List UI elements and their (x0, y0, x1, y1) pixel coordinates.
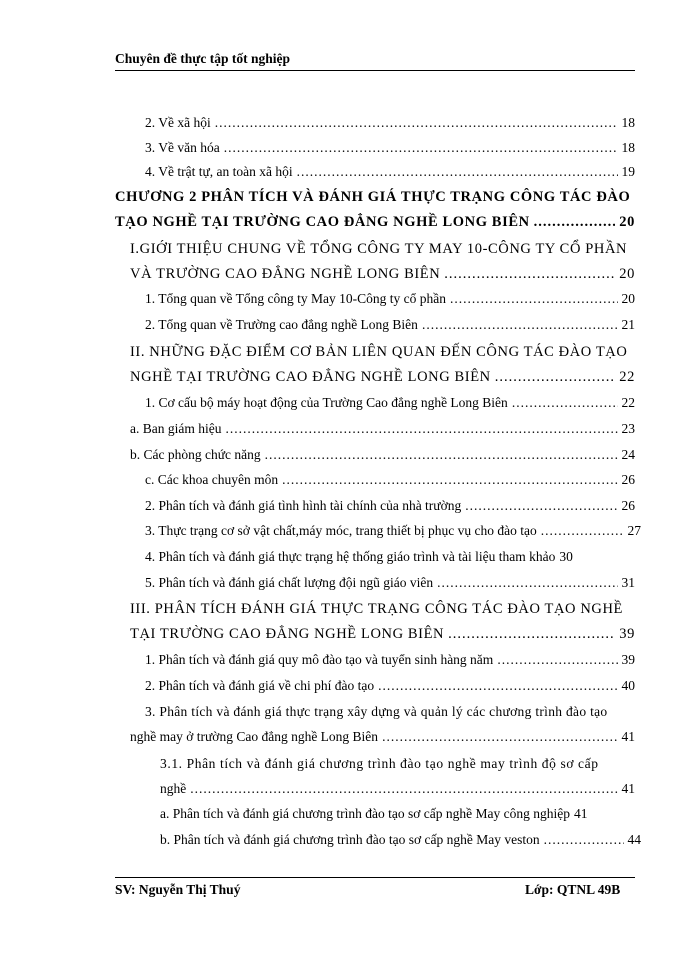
toc-entry (145, 651, 635, 669)
footer-rule (115, 877, 635, 878)
toc-entry (130, 368, 635, 386)
toc-entry-text: 5. Phân tích và đánh giá chất lượng đội ngũ giáo viên (145, 575, 434, 590)
toc-entry-page: 18 (621, 115, 635, 130)
toc-entry-page: 20 (619, 214, 635, 230)
toc-entry (130, 420, 635, 438)
toc-leader (495, 368, 616, 386)
toc-entry-page: 19 (621, 164, 635, 179)
toc-leader (282, 471, 617, 489)
toc-entry-page: 40 (621, 678, 635, 693)
toc-entry (145, 163, 635, 181)
toc-entry-text: b. Các phòng chức năng (130, 447, 261, 462)
toc-entry (160, 831, 641, 849)
toc-entry-page: 26 (621, 498, 635, 513)
toc-entry-page: 22 (619, 369, 635, 385)
toc-leader (422, 316, 618, 334)
toc-entry (145, 316, 635, 334)
toc-leader (448, 625, 615, 643)
toc-entry-text: 3. Thực trạng cơ sở vật chất,máy móc, trang thiết bị phục vụ cho đào tạo (145, 523, 537, 538)
toc-entry-text: 3. Về văn hóa (145, 140, 220, 155)
toc-entry-text: 1. Cơ cấu bộ máy hoạt động của Trường Cao đẳng nghề Long Biên (145, 395, 508, 410)
toc-leader (190, 780, 617, 798)
toc-leader (497, 651, 617, 669)
toc-entry-text: 1. Tổng quan về Tổng công ty May 10-Công ty cổ phần (145, 291, 446, 306)
toc-leader (450, 290, 618, 308)
toc-entry-text: 2. Về xã hội (145, 115, 211, 130)
toc-entry (130, 728, 635, 746)
toc-leader (224, 139, 618, 157)
toc-entry-text: c. Các khoa chuyên môn (145, 472, 279, 487)
toc-entry (145, 497, 635, 515)
page-header-title: Chuyên đề thực tập tốt nghiệp (115, 51, 290, 66)
toc-entry (145, 114, 635, 132)
toc-entry-text: TẠI TRƯỜNG CAO ĐẲNG NGHỀ LONG BIÊN (130, 626, 445, 642)
toc-entry-page: 41 (621, 781, 635, 796)
toc-entry (145, 574, 635, 592)
toc-entry (130, 625, 635, 643)
toc-leader (378, 677, 617, 695)
toc-entry-page: 44 (627, 832, 641, 847)
toc-leader (437, 574, 617, 592)
toc-entry-text: 2. Tổng quan về Trường cao đẳng nghề Long Biên (145, 317, 418, 332)
toc-entry-text: 4. Phân tích và đánh giá thực trạng hệ thống giáo trình và tài liệu tham khảo (145, 549, 556, 564)
toc-leader (534, 213, 616, 231)
toc-section-heading: III. PHÂN TÍCH ĐÁNH GIÁ THỰC TRẠNG CÔNG TÁC ĐÀO TẠO NGHỀ (130, 601, 624, 617)
toc-entry (145, 522, 641, 540)
toc-entry (145, 548, 641, 566)
toc-entry (160, 805, 641, 823)
toc-leader (265, 446, 618, 464)
toc-entry (145, 290, 635, 308)
toc-entry-page: 20 (619, 266, 635, 282)
toc-entry-text: a. Ban giám hiệu (130, 421, 222, 436)
toc-entry-text: a. Phân tích và đánh giá chương trình đào tạo sơ cấp nghề May công nghiệp (160, 806, 570, 821)
toc-entry (130, 446, 635, 464)
toc-entry (130, 265, 635, 283)
toc-entry-page: 18 (621, 140, 635, 155)
toc-entry-page: 41 (574, 806, 588, 821)
toc-entry-page: 20 (621, 291, 635, 306)
toc-entry-page: 26 (621, 472, 635, 487)
toc-leader (225, 420, 617, 438)
toc-entry-text: TẠO NGHỀ TẠI TRƯỜNG CAO ĐẲNG NGHỀ LONG BIÊN (115, 214, 530, 230)
toc-entry-text: nghề may ở trường Cao đẳng nghề Long Biên (130, 729, 379, 744)
footer-class: Lớp: QTNL 49B (525, 882, 621, 897)
toc-section-heading: II. NHỮNG ĐẶC ĐIỂM CƠ BẢN LIÊN QUAN ĐẾN CÔNG TÁC ĐÀO TẠO (130, 344, 628, 360)
toc-entry-page: 41 (621, 729, 635, 744)
footer-student-name: SV: Nguyễn Thị Thuý (115, 882, 241, 897)
toc-entry-page: 39 (619, 626, 635, 642)
toc-entry (145, 394, 635, 412)
toc-leader (465, 497, 617, 515)
toc-entry-page: 30 (559, 549, 573, 564)
toc-entry (145, 139, 635, 157)
toc-entry-text: 4. Về trật tự, an toàn xã hội (145, 164, 293, 179)
toc-entry-text: b. Phân tích và đánh giá chương trình đào tạo sơ cấp nghề May veston (160, 832, 540, 847)
toc-leader (544, 831, 624, 849)
toc-entry-page: 23 (621, 421, 635, 436)
toc-leader (382, 728, 617, 746)
header-rule (115, 70, 635, 71)
toc-leader (215, 114, 618, 132)
toc-entry-text: NGHỀ TẠI TRƯỜNG CAO ĐẲNG NGHỀ LONG BIÊN (130, 369, 491, 385)
toc-entry-text: VÀ TRƯỜNG CAO ĐẲNG NGHỀ LONG BIÊN (130, 266, 441, 282)
toc-leader (541, 522, 624, 540)
toc-entry-page: 31 (621, 575, 635, 590)
toc-entry-text: 2. Phân tích và đánh giá về chi phí đào tạo (145, 678, 375, 693)
toc-chapter-heading: CHƯƠNG 2 PHÂN TÍCH VÀ ĐÁNH GIÁ THỰC TRẠNG CÔNG TÁC ĐÀO (115, 189, 631, 205)
toc-section-heading: I.GIỚI THIỆU CHUNG VỀ TỔNG CÔNG TY MAY 10-CÔNG TY CỔ PHẦN (130, 241, 628, 257)
toc-leader (444, 265, 615, 283)
toc-leader (297, 163, 618, 181)
toc-subitem-heading: 3.1. Phân tích và đánh giá chương trình đào tạo nghề may trình độ sơ cấp (160, 756, 599, 771)
toc-entry-page: 39 (621, 652, 635, 667)
toc-entry (145, 471, 635, 489)
toc-leader (512, 394, 618, 412)
toc-entry (160, 780, 635, 798)
toc-entry-page: 24 (621, 447, 635, 462)
toc-entry-text: nghề (160, 781, 187, 796)
toc-entry-page: 27 (627, 523, 641, 538)
toc-entry (145, 677, 635, 695)
toc-entry (115, 213, 635, 231)
toc-item-heading: 3. Phân tích và đánh giá thực trạng xây dựng và quản lý các chương trình đào tạo (145, 704, 608, 719)
toc-entry-text: 1. Phân tích và đánh giá quy mô đào tạo và tuyển sinh hàng năm (145, 652, 494, 667)
toc-entry-page: 21 (621, 317, 635, 332)
toc-entry-text: 2. Phân tích và đánh giá tình hình tài chính của nhà trường (145, 498, 462, 513)
toc-entry-page: 22 (621, 395, 635, 410)
